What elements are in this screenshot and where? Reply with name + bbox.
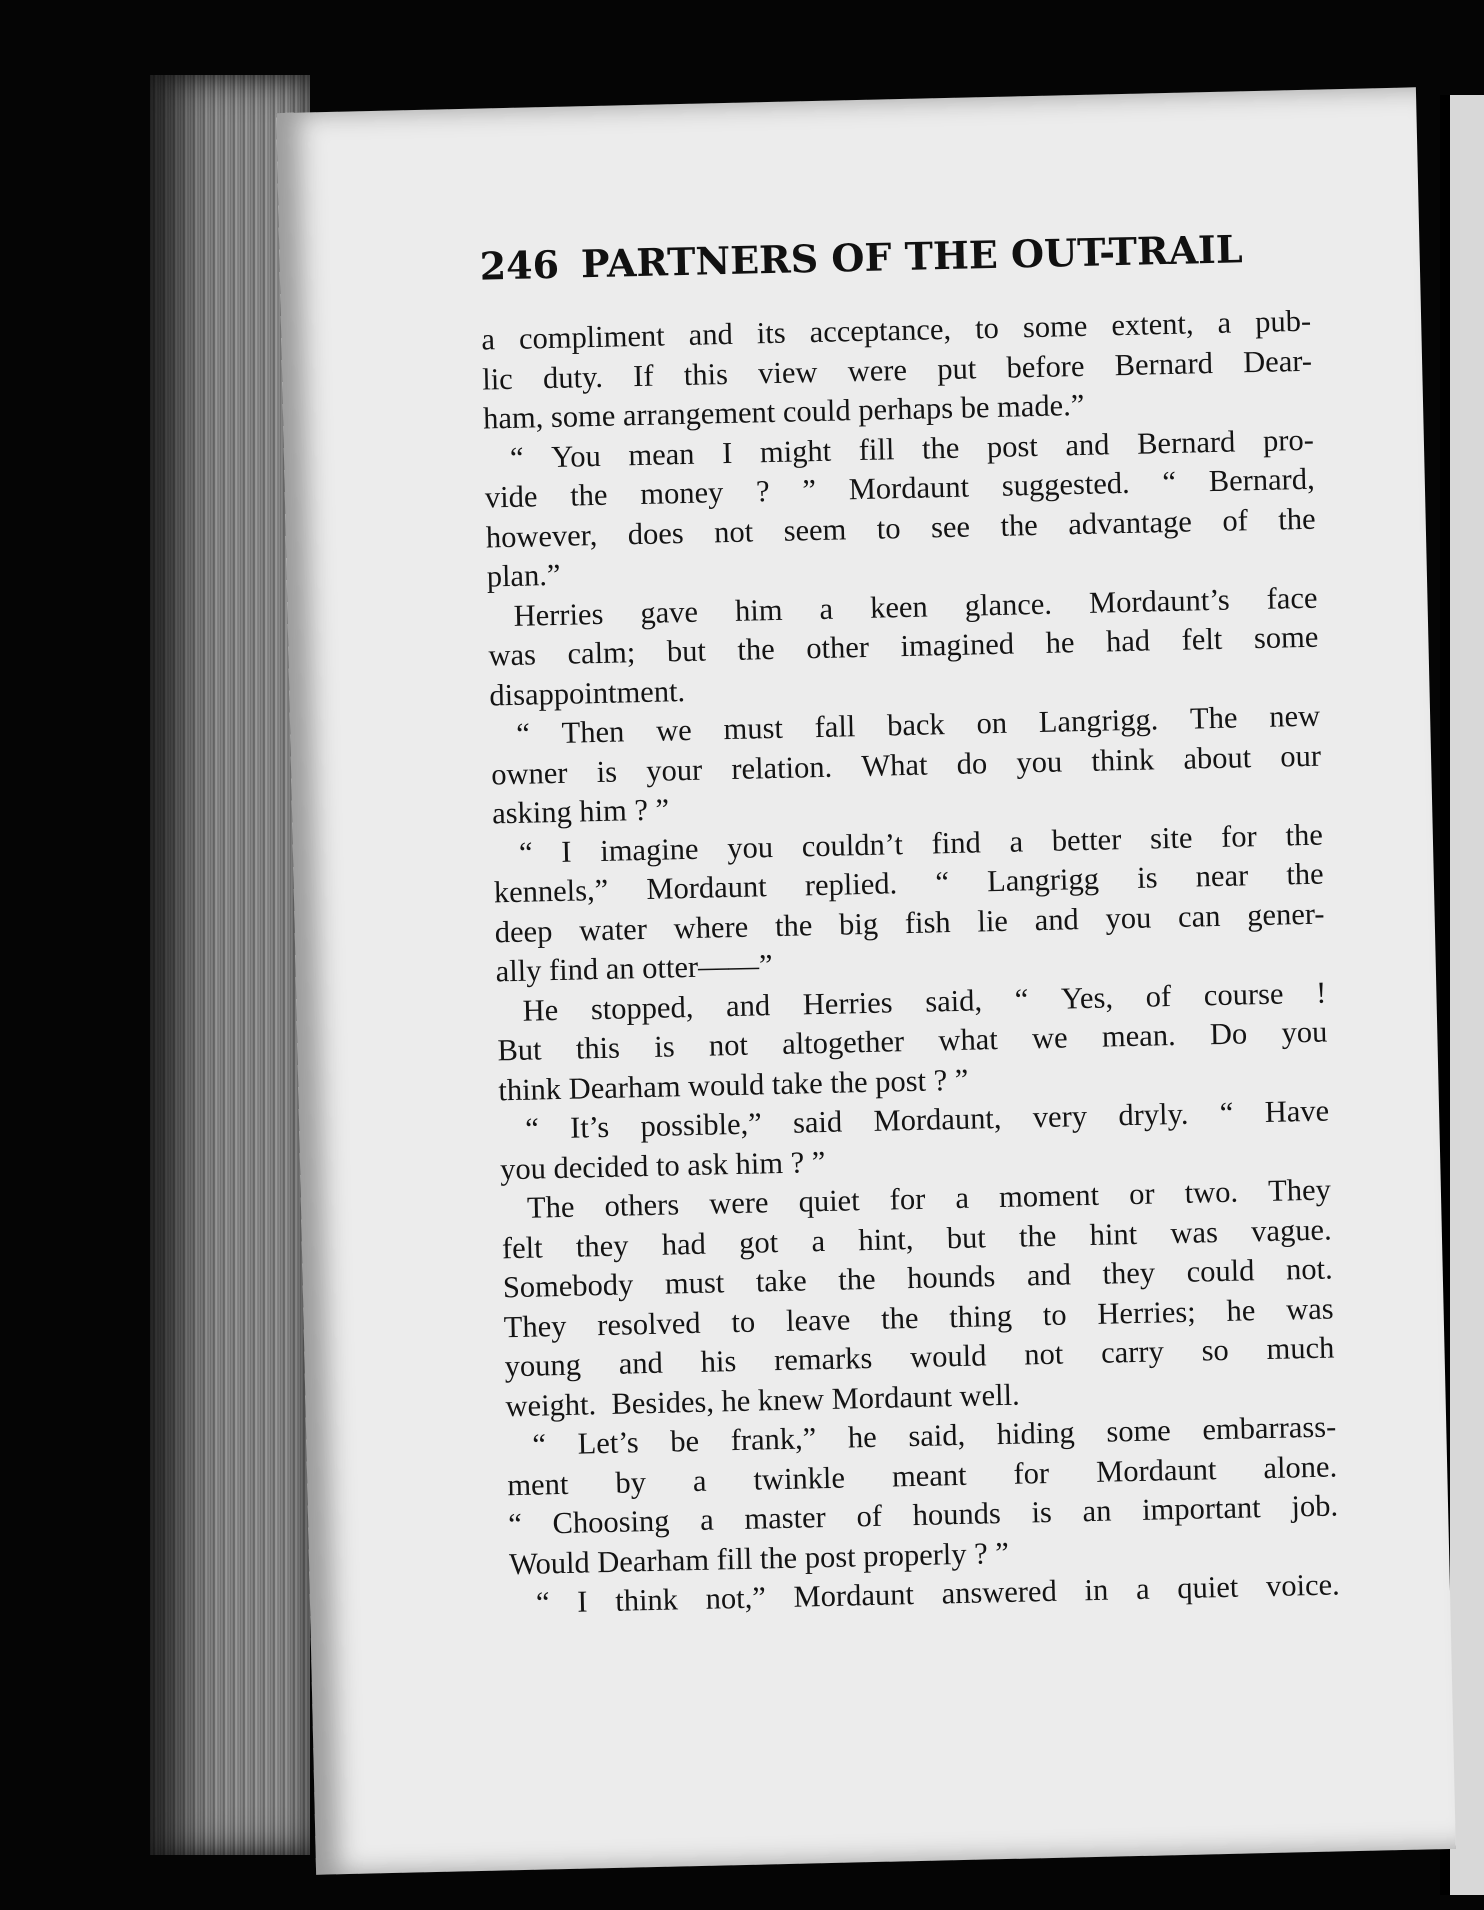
text-line: “ Then we must fall back on Langrigg. The new xyxy=(515,698,1321,751)
text-line: disappointment. xyxy=(489,673,686,712)
text-line: ham, some arrangement could perhaps be made.” xyxy=(482,387,1085,436)
text-line: Somebody must take the hounds and they could not. xyxy=(502,1251,1333,1305)
text-line: deep water where the big fish lie and you can gener- xyxy=(494,896,1325,949)
text-line: owner is your relation. What do you think about our xyxy=(490,738,1322,791)
text-line: lic duty. If this view were put before Bernard Dear- xyxy=(481,343,1313,397)
text-line: Would Dearham fill the post properly ? ” xyxy=(508,1535,1010,1581)
text-line: He stopped, and Herries said, “ Yes, of course ! xyxy=(522,975,1327,1028)
text-line: however, does not seem to see the advantage of the xyxy=(485,501,1316,555)
text-line: “ You mean I might fill the post and Bernard pro- xyxy=(509,422,1315,475)
body-text xyxy=(481,302,1340,1624)
text-line: The others were quiet for a moment or two. They xyxy=(526,1172,1332,1225)
text-line: asking him ? ” xyxy=(491,792,670,831)
text-line: you decided to ask him ? ” xyxy=(499,1144,826,1186)
text-line: ally find an otter——” xyxy=(495,948,773,989)
text-line: kennels,” Mordaunt replied. “ Langrigg is near the xyxy=(493,856,1325,910)
text-line: But this is not altogether what we mean. Do you xyxy=(497,1014,1328,1068)
text-line: “ Choosing a master of hounds is an important job. xyxy=(507,1488,1339,1542)
text-line: They resolved to leave the thing to Herries; he was xyxy=(503,1290,1334,1344)
text-line: “ I think not,” Mordaunt answered in a quiet voice. xyxy=(535,1567,1341,1620)
text-line: was calm; but the other imagined he had felt some xyxy=(488,619,1319,673)
text-line: young and his remarks would not carry so much xyxy=(504,1330,1335,1384)
text-line: “ It’s possible,” said Mordaunt, very dryly. “ Have xyxy=(524,1093,1330,1146)
book-page xyxy=(276,87,1456,1874)
text-line: Herries gave him a keen glance. Mordaunt’s face xyxy=(513,580,1318,633)
text-line: felt they had got a hint, but the hint was vague. xyxy=(501,1212,1332,1265)
text-line: ment by a twinkle meant for Mordaunt alone. xyxy=(506,1448,1338,1502)
text-line: a compliment and its acceptance, to some extent, a pub- xyxy=(480,303,1312,357)
text-line: vide the money ? ” Mordaunt suggested. “ Bernard, xyxy=(484,461,1315,515)
text-line: “ I imagine you couldn’t find a better site for the xyxy=(518,817,1324,870)
running-title: PARTNERS OF THE OUT-TRAIL xyxy=(580,226,1243,287)
page-number: 246 xyxy=(479,241,560,289)
text-line: “ Let’s be frank,” he said, hiding some embarrass- xyxy=(532,1409,1337,1462)
text-line: weight. Besides, he knew Mordaunt well. xyxy=(505,1377,1020,1423)
text-line: plan.” xyxy=(486,557,561,594)
text-line: think Dearham would take the post ? ” xyxy=(497,1062,969,1107)
running-header xyxy=(479,226,1243,288)
